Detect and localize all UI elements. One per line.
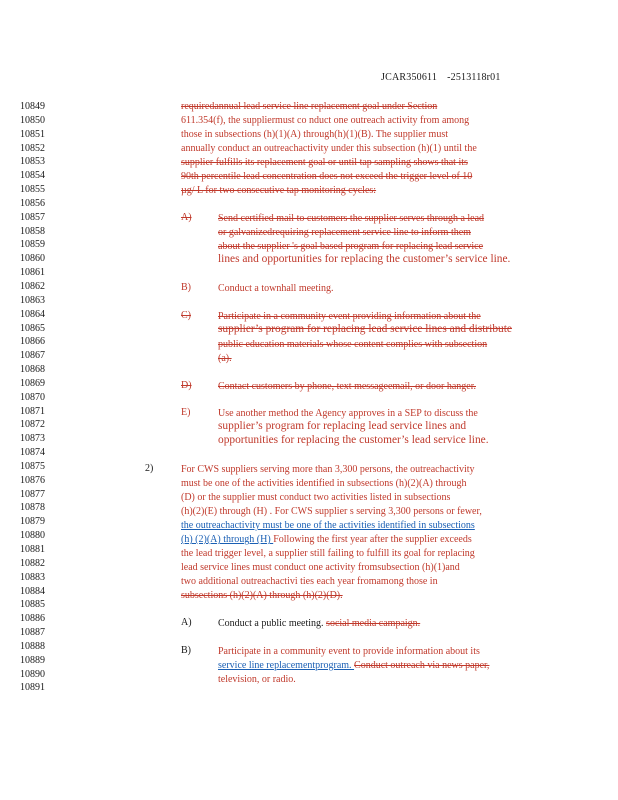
line-number: 10872 bbox=[20, 419, 45, 431]
line-number: 10877 bbox=[20, 488, 45, 500]
line-number: 10871 bbox=[20, 405, 45, 417]
line-number: 10880 bbox=[20, 530, 45, 542]
para-2-line-7: the lead trigger level, a supplier still failing to fulfill its goal for replacing bbox=[181, 548, 475, 559]
line-number: 10855 bbox=[20, 184, 45, 196]
item-c-line-2: supplier’s program for replacing lead service lines and distribute bbox=[218, 323, 512, 335]
line-number: 10860 bbox=[20, 253, 45, 265]
line-number: 10865 bbox=[20, 322, 45, 334]
line-number: 10891 bbox=[20, 682, 45, 694]
line-number: 10857 bbox=[20, 211, 45, 223]
line-number: 10862 bbox=[20, 280, 45, 292]
item-e-line-3: opportunities for replacing the customer’s lead service line. bbox=[218, 434, 489, 446]
item-d-label: D) bbox=[181, 380, 192, 391]
sub2-a-text: Conduct a public meeting. social media campaign. bbox=[218, 618, 421, 629]
line-number: 10883 bbox=[20, 571, 45, 583]
para-2-line-2: must be one of the activities identified in subsections (h)(2)(A) through bbox=[181, 478, 467, 489]
line-number: 10869 bbox=[20, 377, 45, 389]
sub2-a-label: A) bbox=[181, 617, 192, 628]
document-revision: -2513118r01 bbox=[447, 72, 501, 83]
intro-line-4: annually conduct an outreachactivity under this subsection (h)(1) until the bbox=[181, 143, 477, 154]
line-number: 10875 bbox=[20, 460, 45, 472]
item-d-text: Contact customers by phone, text messageemail, or door hanger. bbox=[218, 381, 476, 392]
para-2-line-1: For CWS suppliers serving more than 3,300 persons, the outreachactivity bbox=[181, 464, 475, 475]
line-number: 10858 bbox=[20, 225, 45, 237]
line-number: 10853 bbox=[20, 156, 45, 168]
item-c-label: C) bbox=[181, 310, 191, 321]
sub2-b-label: B) bbox=[181, 645, 191, 656]
line-number: 10874 bbox=[20, 447, 45, 459]
item-c-line-1: Participate in a community event providing information about the bbox=[218, 311, 481, 322]
line-number: 10886 bbox=[20, 613, 45, 625]
line-number: 10889 bbox=[20, 654, 45, 666]
line-number: 10852 bbox=[20, 142, 45, 154]
para-2-label: 2) bbox=[145, 463, 154, 474]
line-number: 10867 bbox=[20, 350, 45, 362]
item-e-line-2: supplier’s program for replacing lead service lines and bbox=[218, 420, 467, 432]
intro-line-1: requiredannual lead service line replacement goal under Section bbox=[181, 101, 438, 112]
item-b-text: Conduct a townhall meeting. bbox=[218, 283, 334, 294]
line-number: 10882 bbox=[20, 557, 45, 569]
item-c-line-4: (a). bbox=[218, 353, 232, 364]
para-2-line-3: (D) or the supplier must conduct two activities listed in subsections bbox=[181, 492, 451, 503]
line-number: 10850 bbox=[20, 114, 45, 126]
intro-line-6: 90th percentile lead concentration does not exceed the trigger level of 10 bbox=[181, 171, 473, 182]
line-number: 10863 bbox=[20, 294, 45, 306]
line-number: 10881 bbox=[20, 544, 45, 555]
line-number: 10879 bbox=[20, 516, 45, 528]
line-number: 10873 bbox=[20, 433, 45, 445]
line-number: 10866 bbox=[20, 336, 45, 348]
para-2-line-4: (h)(2)(E) through (H) . For CWS supplier s serving 3,300 persons or fewer, bbox=[181, 506, 482, 517]
item-b-label: B) bbox=[181, 282, 191, 293]
intro-line-2: 611.354(f), the suppliermust co nduct one outreach activity from among bbox=[181, 115, 470, 126]
para-2-line-5: the outreachactivity must be one of the activities identified in subsections bbox=[181, 520, 475, 531]
line-number: 10887 bbox=[20, 627, 45, 639]
line-number: 10885 bbox=[20, 599, 45, 611]
line-number: 10890 bbox=[20, 668, 45, 680]
para-2-line-6: (h) (2)(A) through (H) Following the first year after the supplier exceeds bbox=[181, 534, 472, 545]
item-a-label: A) bbox=[181, 212, 192, 223]
item-a-line-2: or galvanizedrequiring replacement service line to inform them bbox=[218, 227, 471, 238]
sub2-b-line-1: Participate in a community event to provide information about its bbox=[218, 646, 480, 657]
document-id: JCAR350611 bbox=[381, 72, 438, 83]
sub2-b-line-2: service line replacementprogram. Conduct outreach via news paper, bbox=[218, 660, 490, 671]
line-number: 10854 bbox=[20, 170, 45, 182]
item-e-label: E) bbox=[181, 407, 191, 418]
line-number: 10856 bbox=[20, 197, 45, 209]
line-number: 10861 bbox=[20, 267, 45, 279]
document-header bbox=[381, 72, 501, 83]
line-number: 10876 bbox=[20, 474, 45, 486]
intro-line-5: supplier fulfills its replacement goal or until tap sampling shows that its bbox=[181, 157, 468, 168]
para-2-line-9: two additional outreachactivi ties each year fromamong those in bbox=[181, 576, 438, 587]
line-number: 10851 bbox=[20, 128, 45, 140]
line-number: 10870 bbox=[20, 391, 45, 403]
line-number: 10884 bbox=[20, 585, 45, 597]
para-2-line-10: subsections (h)(2)(A) through (h)(2)(D). bbox=[181, 590, 343, 601]
item-a-line-1: Send certified mail to customers the supplier serves through a lead bbox=[218, 213, 485, 224]
item-e-line-1: Use another method the Agency approves in a SEP to discuss the bbox=[218, 408, 478, 419]
line-numbers bbox=[20, 100, 60, 695]
intro-line-3: those in subsections (h)(1)(A) through(h)(1)(B). The supplier must bbox=[181, 129, 448, 140]
line-number: 10849 bbox=[20, 101, 45, 112]
sub2-b-line-3: television, or radio. bbox=[218, 674, 296, 685]
line-number: 10859 bbox=[20, 239, 45, 251]
line-number: 10878 bbox=[20, 502, 45, 514]
item-c-line-3: public education materials whose content complies with subsection bbox=[218, 339, 488, 350]
intro-line-7: µg/ L for two consecutive tap monitoring cycles: bbox=[181, 185, 377, 196]
line-number: 10888 bbox=[20, 640, 45, 652]
line-number: 10868 bbox=[20, 364, 45, 376]
line-number: 10864 bbox=[20, 308, 45, 320]
item-a-line-4: lines and opportunities for replacing the customer’s service line. bbox=[218, 253, 511, 265]
item-a-line-3: about the supplier 's goal based program for replacing lead service bbox=[218, 241, 484, 252]
para-2-line-8: lead service lines must conduct one activity fromsubsection (h)(1)and bbox=[181, 562, 460, 573]
